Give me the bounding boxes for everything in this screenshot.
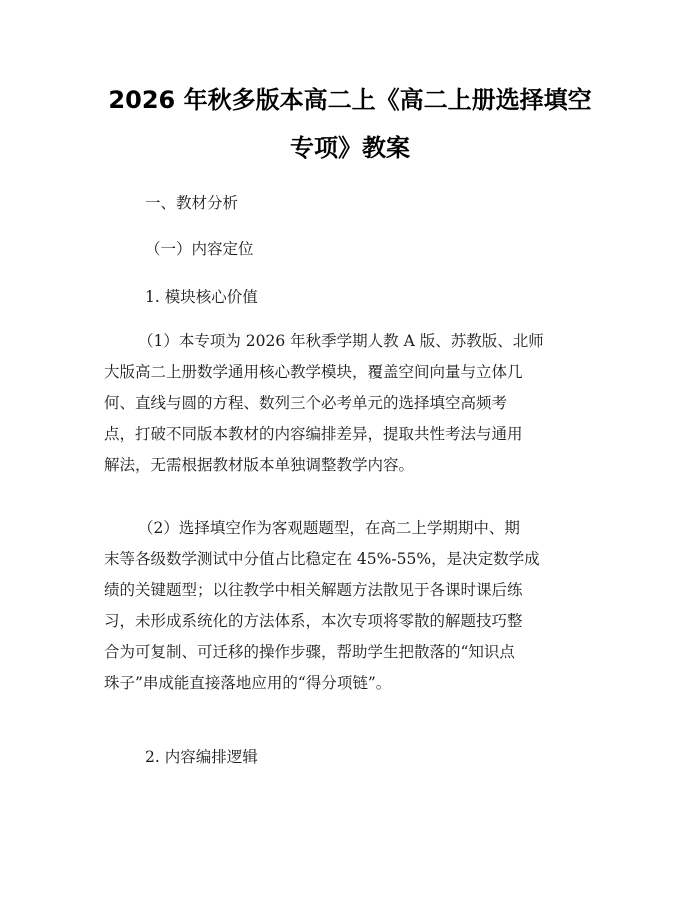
paragraph-1-line: 点，打破不同版本教材的内容编排差异，提取共性考法与通用 xyxy=(104,425,523,443)
paragraph-1-line: （1）本专项为 2026 年秋季学期人教 A 版、苏教版、北师 xyxy=(138,332,544,350)
subsection-heading-content-positioning: （一）内容定位 xyxy=(145,240,254,258)
document-title-line-1: 2026 年秋多版本高二上《高二上册选择填空 xyxy=(108,86,592,114)
paragraph-1-line: 何、直线与圆的方程、数列三个必考单元的选择填空高频考 xyxy=(104,394,508,412)
paragraph-2-line: （2）选择填空作为客观题题型，在高二上学期期中、期 xyxy=(138,519,520,537)
item-heading-content-arrangement: 2. 内容编排逻辑 xyxy=(145,748,258,766)
paragraph-2-line: 合为可复制、可迁移的操作步骤，帮助学生把散落的“知识点 xyxy=(104,643,515,661)
paragraph-2-line: 习，未形成系统化的方法体系，本次专项将零散的解题技巧整 xyxy=(104,612,523,630)
paragraph-2-line: 末等各级数学测试中分值占比稳定在 45%-55%，是决定数学成 xyxy=(104,550,540,568)
paragraph-1-line: 大版高二上册数学通用核心教学模块，覆盖空间向量与立体几 xyxy=(104,363,523,381)
item-heading-core-value: 1. 模块核心价值 xyxy=(145,288,258,306)
paragraph-1 xyxy=(104,326,596,481)
document-title-line-2: 专项》教案 xyxy=(290,134,410,162)
paragraph-2-line: 绩的关键题型；以往教学中相关解题方法散见于各课时课后练 xyxy=(104,581,523,599)
paragraph-2 xyxy=(104,513,596,699)
paragraph-1-line: 解法，无需根据教材版本单独调整教学内容。 xyxy=(104,456,415,474)
paragraph-2-line: 珠子”串成能直接落地应用的“得分项链”。 xyxy=(104,674,392,692)
section-heading-textbook-analysis: 一、教材分析 xyxy=(145,194,239,212)
